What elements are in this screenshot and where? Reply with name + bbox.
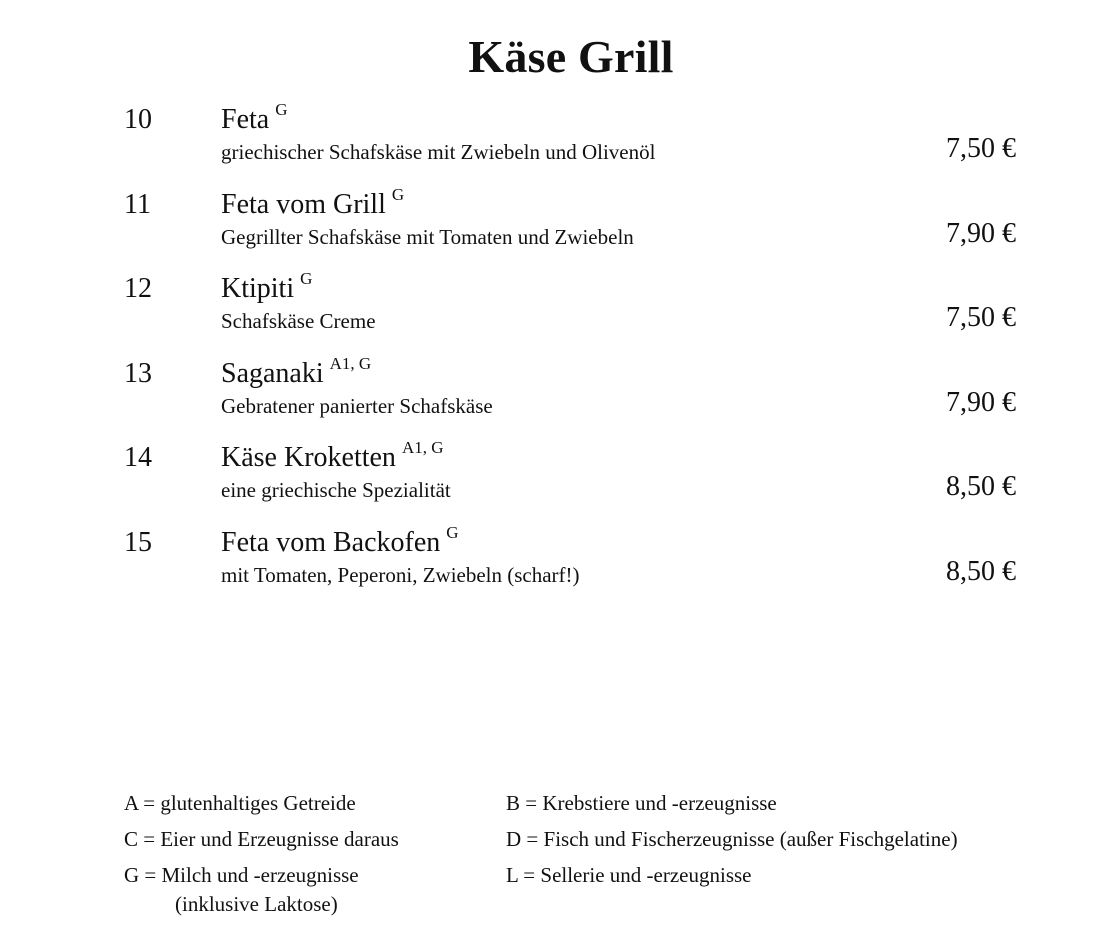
menu-item: [0, 438, 1096, 527]
legend-g: G = Milch und -erzeugnisse: [124, 863, 359, 887]
item-name: Ktipiti: [221, 273, 295, 304]
item-price: 7,50 €: [946, 302, 1016, 333]
item-description: eine griechische Spezialität: [221, 478, 451, 502]
legend-a: A = glutenhaltiges Getreide: [124, 791, 356, 815]
item-allergens: G: [300, 269, 313, 288]
item-description: Gebratener panierter Schafskäse: [221, 393, 493, 418]
item-price: 7,90 €: [946, 386, 1016, 418]
item-number: 14: [124, 442, 152, 473]
item-name: Feta vom Grill: [221, 188, 386, 220]
item-price: 8,50 €: [946, 471, 1016, 502]
legend-l: L = Sellerie und -erzeugnisse: [506, 863, 752, 887]
item-price: 8,50 €: [946, 555, 1016, 587]
item-name-wrap: [221, 269, 313, 305]
item-number: 13: [124, 357, 152, 389]
item-description: Gegrillter Schafskäse mit Tomaten und Zwiebeln: [221, 224, 634, 249]
menu-item: [0, 522, 1096, 612]
item-price: 7,90 €: [946, 217, 1016, 249]
item-name-wrap: [221, 438, 444, 474]
item-description: Schafskäse Creme: [221, 309, 376, 333]
item-number: 15: [124, 526, 152, 558]
legend-g-note: (inklusive Laktose): [175, 892, 338, 916]
item-name: Feta vom Backofen: [221, 526, 441, 558]
item-number: 11: [124, 188, 151, 220]
item-name: Saganaki: [221, 357, 324, 389]
item-name-wrap: [221, 522, 459, 559]
menu-item: [0, 353, 1096, 443]
item-name-wrap: [221, 184, 405, 221]
item-name-wrap: [221, 100, 288, 136]
item-name-wrap: [221, 353, 372, 390]
menu-list: [0, 100, 1096, 611]
item-name: Käse Kroketten: [221, 442, 396, 473]
item-price: 7,50 €: [946, 133, 1016, 164]
menu-item: [0, 100, 1096, 189]
legend-c: C = Eier und Erzeugnisse daraus: [124, 827, 399, 851]
legend-b: B = Krebstiere und -erzeugnisse: [506, 791, 777, 815]
item-number: 10: [124, 104, 152, 135]
item-description: griechischer Schafskäse mit Zwiebeln und Olivenöl: [221, 140, 656, 164]
item-allergens: G: [446, 522, 459, 542]
menu-item: [0, 269, 1096, 358]
page-title: Käse Grill: [468, 31, 674, 82]
item-allergens: G: [275, 100, 288, 119]
item-allergens: G: [391, 184, 405, 204]
legend-d: D = Fisch und Fischerzeugnisse (außer Fischgelatine): [506, 827, 958, 851]
item-description: mit Tomaten, Peperoni, Zwiebeln (scharf!): [221, 562, 580, 587]
menu-item: [0, 184, 1096, 274]
item-number: 12: [124, 273, 152, 304]
item-allergens: A1, G: [329, 353, 372, 373]
item-name: Feta: [221, 104, 270, 135]
item-allergens: A1, G: [401, 438, 444, 457]
